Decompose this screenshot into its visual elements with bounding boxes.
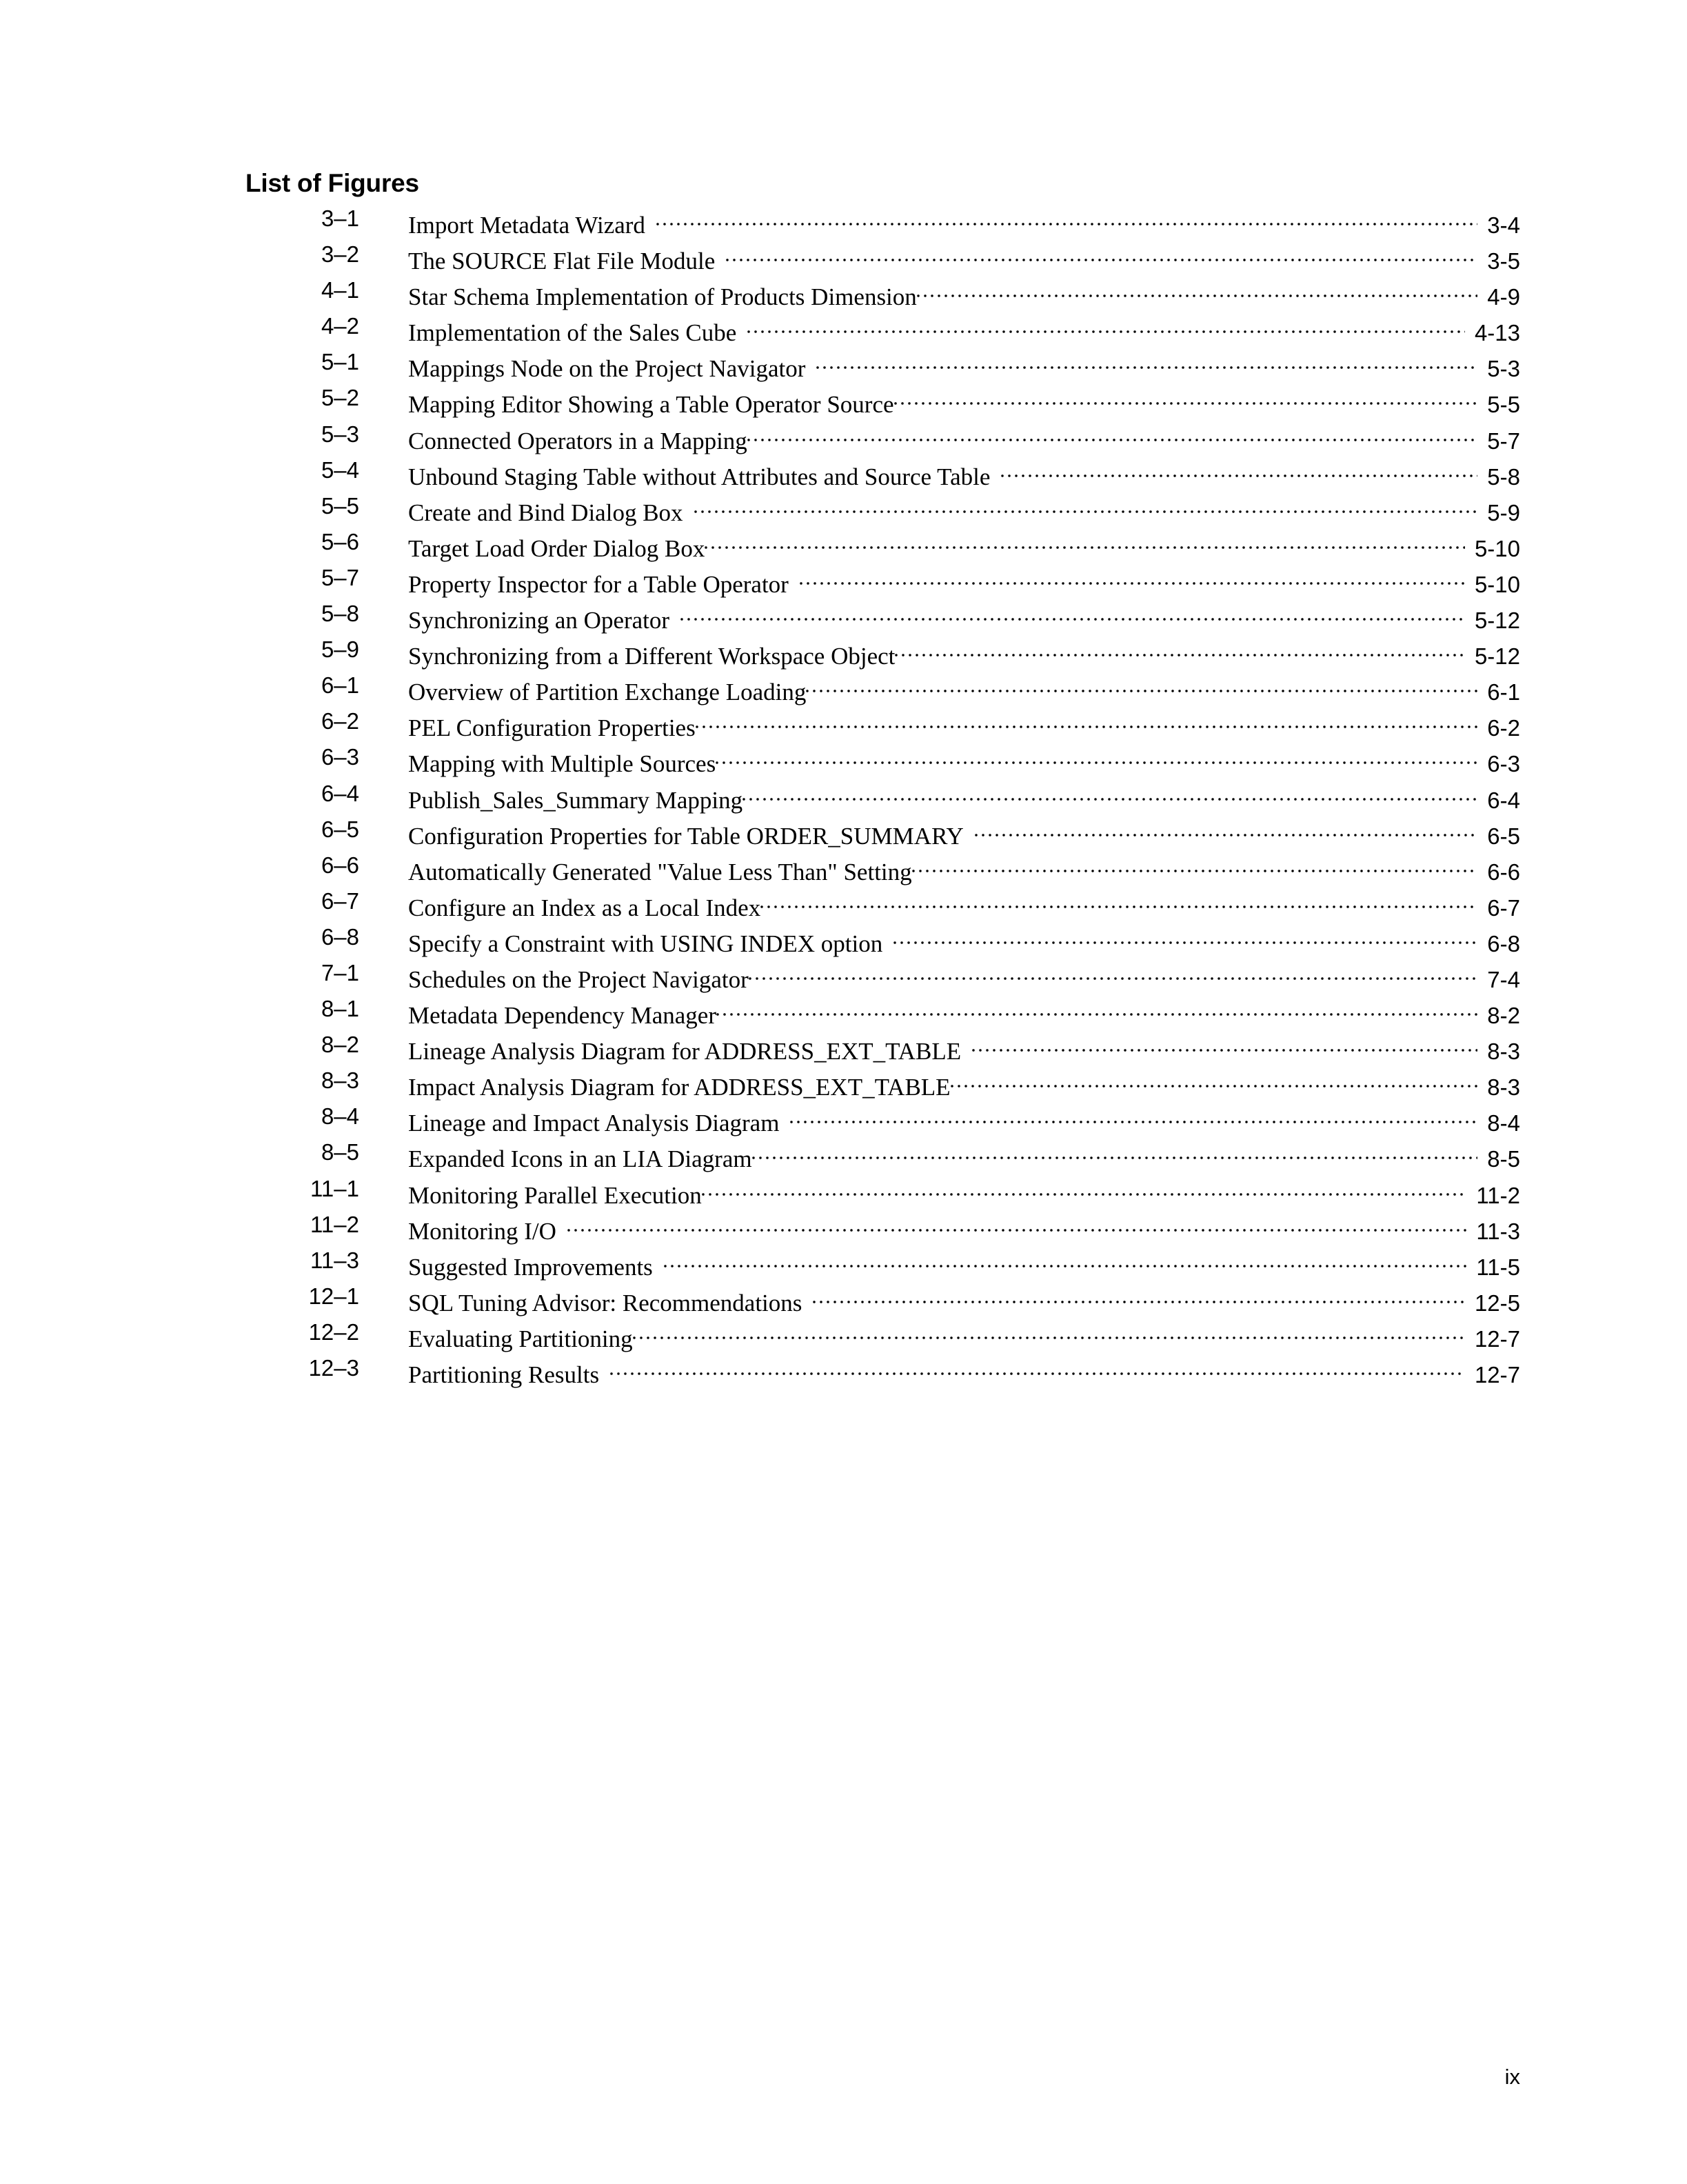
- figure-entry[interactable]: [408, 528, 1520, 562]
- figure-entry[interactable]: [408, 635, 1520, 670]
- figure-number: 5–9: [321, 637, 359, 663]
- figure-list-row[interactable]: [0, 635, 1687, 671]
- figure-caption: Star Schema Implementation of Products Dimension: [408, 283, 917, 311]
- figure-page-number: 11-2: [1476, 1182, 1520, 1208]
- figure-entry[interactable]: [408, 1066, 1520, 1101]
- figure-page-number: 5-10: [1474, 571, 1520, 597]
- figure-entry[interactable]: [408, 1030, 1520, 1065]
- dot-leader: [716, 994, 1477, 1023]
- figure-list-row[interactable]: [0, 383, 1687, 419]
- figure-caption: Target Load Order Dialog Box: [408, 534, 705, 562]
- dot-leader: [752, 1138, 1478, 1167]
- dot-leader: [702, 1174, 1467, 1203]
- dot-leader: [696, 707, 1478, 736]
- figure-caption: Implementation of the Sales Cube: [408, 319, 737, 347]
- figure-list-row[interactable]: [0, 815, 1687, 851]
- figure-number: 12–1: [308, 1283, 359, 1309]
- figure-caption: Monitoring Parallel Execution: [408, 1181, 702, 1209]
- figure-list-row[interactable]: [0, 276, 1687, 312]
- figure-entry[interactable]: [408, 492, 1520, 526]
- figure-number: 8–3: [321, 1068, 359, 1094]
- figure-entry[interactable]: [408, 923, 1520, 957]
- figure-list-row[interactable]: [0, 204, 1687, 240]
- figure-entry[interactable]: [408, 707, 1520, 742]
- figure-number: 6–4: [321, 780, 359, 806]
- figure-page-number: 6-7: [1487, 894, 1520, 921]
- figure-page-number: 3-5: [1487, 248, 1520, 274]
- figure-entry[interactable]: [408, 563, 1520, 598]
- figure-page-number: 6-6: [1487, 859, 1520, 885]
- figure-list-row[interactable]: [0, 312, 1687, 348]
- figure-entry[interactable]: [408, 1138, 1520, 1173]
- figure-entry[interactable]: [408, 994, 1520, 1030]
- figure-list-row[interactable]: [0, 887, 1687, 923]
- figure-entry[interactable]: [408, 312, 1520, 347]
- figure-entry[interactable]: [408, 779, 1520, 814]
- dot-leader: [705, 528, 1465, 557]
- figure-list-row[interactable]: [0, 707, 1687, 743]
- figure-number: 4–2: [321, 313, 359, 339]
- figure-entry[interactable]: [408, 276, 1520, 311]
- dot-leader: [610, 1354, 1465, 1383]
- figure-number: 5–3: [321, 421, 359, 447]
- figure-caption: Publish_Sales_Summary Mapping: [408, 786, 743, 814]
- figure-page-number: 5-7: [1487, 428, 1520, 454]
- figure-page-number: 6-5: [1487, 823, 1520, 849]
- dot-leader: [912, 851, 1478, 880]
- figure-number: 5–8: [321, 601, 359, 627]
- figure-entry[interactable]: [408, 1282, 1520, 1316]
- figure-list-row[interactable]: [0, 959, 1687, 994]
- figure-list-row[interactable]: [0, 779, 1687, 815]
- figure-page-number: 8-3: [1487, 1074, 1520, 1101]
- figure-number: 5–7: [321, 564, 359, 590]
- figure-caption: Specify a Constraint with USING INDEX option: [408, 930, 883, 957]
- figure-caption: Partitioning Results: [408, 1361, 600, 1388]
- figure-list-row[interactable]: [0, 563, 1687, 599]
- figure-caption: Overview of Partition Exchange Loading: [408, 679, 807, 706]
- figure-list-row[interactable]: [0, 1246, 1687, 1282]
- figure-entry[interactable]: [408, 456, 1520, 490]
- figure-caption: Unbound Staging Table without Attributes and Source Table: [408, 463, 991, 490]
- figure-number: 5–1: [321, 349, 359, 375]
- dot-leader: [760, 887, 1477, 916]
- figure-caption: Mappings Node on the Project Navigator: [408, 355, 806, 383]
- figure-caption: Import Metadata Wizard: [408, 212, 645, 239]
- figure-list-row[interactable]: [0, 492, 1687, 528]
- page-title: List of Figures: [245, 168, 419, 197]
- figure-caption: Create and Bind Dialog Box: [408, 499, 683, 526]
- dot-leader: [726, 240, 1477, 269]
- figure-number: 6–2: [321, 708, 359, 734]
- figure-page-number: 12-7: [1474, 1362, 1520, 1387]
- figure-number: 11–1: [310, 1175, 359, 1201]
- figure-page-number: 8-5: [1487, 1146, 1520, 1172]
- figure-number: 8–4: [321, 1103, 359, 1130]
- dot-leader: [894, 383, 1478, 412]
- figure-number: 12–3: [308, 1355, 359, 1381]
- dot-leader: [806, 671, 1477, 700]
- figure-page-number: 6-2: [1487, 715, 1520, 741]
- figure-page-number: 6-8: [1487, 930, 1520, 956]
- figure-list-row[interactable]: [0, 1210, 1687, 1246]
- dot-leader: [633, 1318, 1465, 1347]
- figure-entry[interactable]: [408, 204, 1520, 239]
- figure-entry[interactable]: [408, 240, 1520, 275]
- dot-leader: [813, 1282, 1465, 1311]
- dot-leader: [743, 779, 1477, 808]
- figure-caption: Automatically Generated "Value Less Than" Setting: [408, 858, 912, 885]
- figure-page-number: 5-12: [1474, 608, 1520, 634]
- dot-leader: [664, 1246, 1467, 1275]
- page-footer-number: ix: [1504, 2065, 1520, 2089]
- dot-leader: [790, 1102, 1477, 1131]
- figure-page-number: 4-13: [1474, 320, 1520, 346]
- figure-caption: Monitoring I/O: [408, 1217, 556, 1245]
- figure-number: 7–1: [321, 959, 359, 985]
- figure-caption: SQL Tuning Advisor: Recommendations: [408, 1289, 802, 1316]
- list-of-figures: [0, 204, 1687, 1390]
- figure-caption: Expanded Icons in an LIA Diagram: [408, 1145, 752, 1173]
- dot-leader: [716, 743, 1477, 772]
- figure-page-number: 11-5: [1476, 1254, 1520, 1280]
- figure-entry[interactable]: [408, 851, 1520, 885]
- figure-page-number: 6-3: [1487, 751, 1520, 777]
- figure-entry[interactable]: [408, 959, 1520, 993]
- figure-entry[interactable]: [408, 671, 1520, 706]
- figure-list-row[interactable]: [0, 671, 1687, 707]
- dot-leader: [656, 204, 1477, 233]
- figure-entry[interactable]: [408, 383, 1520, 419]
- figure-list-row[interactable]: [0, 599, 1687, 635]
- figure-number: 6–5: [321, 816, 359, 842]
- figure-caption: Mapping with Multiple Sources: [408, 750, 716, 778]
- figure-caption: Impact Analysis Diagram for ADDRESS_EXT_TABLE: [408, 1074, 951, 1101]
- figure-number: 4–1: [321, 277, 359, 303]
- figure-entry[interactable]: [408, 1246, 1520, 1281]
- figure-page-number: 8-3: [1487, 1039, 1520, 1065]
- figure-caption: Connected Operators in a Mapping: [408, 427, 747, 454]
- figure-caption: Synchronizing an Operator: [408, 607, 670, 634]
- figure-number: 6–8: [321, 923, 359, 950]
- figure-list-row[interactable]: [0, 1318, 1687, 1354]
- dot-leader: [975, 815, 1478, 844]
- figure-caption: Synchronizing from a Different Workspace Object: [408, 643, 896, 670]
- figure-page-number: 6-1: [1487, 679, 1520, 705]
- figure-caption: The SOURCE Flat File Module: [408, 248, 716, 275]
- figure-page-number: 5-3: [1487, 356, 1520, 382]
- figure-list-row[interactable]: [0, 851, 1687, 887]
- dot-leader: [816, 348, 1477, 377]
- figure-list-row[interactable]: [0, 923, 1687, 959]
- figure-list-row[interactable]: [0, 1174, 1687, 1210]
- dot-leader: [1001, 456, 1477, 485]
- dot-leader: [747, 312, 1465, 341]
- figure-list-row[interactable]: [0, 994, 1687, 1030]
- figure-page-number: 12-5: [1474, 1290, 1520, 1316]
- dot-leader: [917, 276, 1478, 305]
- figure-entry[interactable]: [408, 348, 1520, 383]
- figure-entry[interactable]: [408, 599, 1520, 634]
- figure-number: 11–2: [310, 1211, 359, 1237]
- figure-page-number: 4-9: [1487, 284, 1520, 310]
- figure-entry[interactable]: [408, 1354, 1520, 1388]
- figure-list-row[interactable]: [0, 1138, 1687, 1174]
- figure-page-number: 7-4: [1487, 966, 1520, 992]
- figure-page-number: 8-4: [1487, 1110, 1520, 1136]
- figure-page-number: 5-10: [1474, 535, 1520, 561]
- figure-number: 6–6: [321, 852, 359, 878]
- figure-entry[interactable]: [408, 1174, 1520, 1209]
- figure-entry[interactable]: [408, 1102, 1520, 1137]
- figure-number: 8–1: [321, 996, 359, 1022]
- figure-list-row[interactable]: [0, 1030, 1687, 1066]
- figure-number: 6–7: [321, 888, 359, 914]
- figure-page-number: 5-5: [1487, 392, 1520, 418]
- figure-list-row[interactable]: [0, 1354, 1687, 1390]
- dot-leader: [893, 923, 1477, 952]
- figure-page-number: 5-9: [1487, 499, 1520, 525]
- figure-entry[interactable]: [408, 887, 1520, 921]
- dot-leader: [951, 1066, 1478, 1095]
- figure-entry[interactable]: [408, 1318, 1520, 1352]
- figure-list-row[interactable]: [0, 420, 1687, 456]
- figure-list-row[interactable]: [0, 1102, 1687, 1138]
- figure-caption: Property Inspector for a Table Operator: [408, 570, 789, 598]
- dot-leader: [895, 635, 1465, 664]
- figure-caption: Metadata Dependency Manager: [408, 1002, 717, 1030]
- figure-number: 8–5: [321, 1139, 359, 1165]
- figure-page-number: 3-4: [1487, 212, 1520, 238]
- figure-caption: Lineage Analysis Diagram for ADDRESS_EXT_TABLE: [408, 1038, 962, 1065]
- figure-list-row[interactable]: [0, 456, 1687, 492]
- figure-caption: PEL Configuration Properties: [408, 714, 696, 742]
- figure-page-number: 6-4: [1487, 787, 1520, 813]
- figure-number: 5–2: [321, 385, 359, 411]
- figure-number: 6–3: [321, 744, 359, 770]
- figure-number: 6–1: [321, 672, 359, 699]
- figure-caption: Suggested Improvements: [408, 1253, 653, 1281]
- dot-leader: [694, 492, 1478, 521]
- figure-caption: Schedules on the Project Navigator: [408, 965, 749, 993]
- figure-number: 5–5: [321, 492, 359, 519]
- figure-caption: Mapping Editor Showing a Table Operator Source: [408, 391, 894, 419]
- figure-number: 3–1: [321, 206, 359, 231]
- figure-list-row[interactable]: [0, 743, 1687, 779]
- figure-entry[interactable]: [408, 1210, 1520, 1245]
- figure-entry[interactable]: [408, 815, 1520, 850]
- figure-list-row[interactable]: [0, 348, 1687, 383]
- dot-leader: [749, 959, 1478, 988]
- figure-number: 12–2: [308, 1319, 359, 1345]
- figure-list-row[interactable]: [0, 1282, 1687, 1318]
- dot-leader: [747, 420, 1477, 449]
- figure-list-row[interactable]: [0, 528, 1687, 563]
- figure-number: 5–6: [321, 528, 359, 554]
- figure-entry[interactable]: [408, 743, 1520, 778]
- figure-number: 11–3: [310, 1247, 359, 1273]
- dot-leader: [972, 1030, 1477, 1059]
- figure-caption: Lineage and Impact Analysis Diagram: [408, 1110, 780, 1137]
- figure-number: 5–4: [321, 457, 359, 483]
- figure-page-number: 5-8: [1487, 463, 1520, 490]
- figure-list-row[interactable]: [0, 240, 1687, 276]
- figure-page-number: 5-12: [1474, 643, 1520, 670]
- figure-list-row[interactable]: [0, 1066, 1687, 1102]
- figure-page-number: 12-7: [1474, 1325, 1520, 1352]
- figure-caption: Configuration Properties for Table ORDER_SUMMARY: [408, 822, 964, 850]
- dot-leader: [567, 1210, 1467, 1239]
- figure-entry[interactable]: [408, 420, 1520, 454]
- figure-caption: Configure an Index as a Local Index: [408, 894, 761, 921]
- dot-leader: [680, 599, 1465, 628]
- figure-page-number: 11-3: [1476, 1218, 1520, 1244]
- figure-caption: Evaluating Partitioning: [408, 1325, 633, 1352]
- figure-number: 8–2: [321, 1032, 359, 1058]
- figure-page-number: 8-2: [1487, 1003, 1520, 1029]
- dot-leader: [800, 563, 1465, 592]
- figure-number: 3–2: [321, 241, 359, 268]
